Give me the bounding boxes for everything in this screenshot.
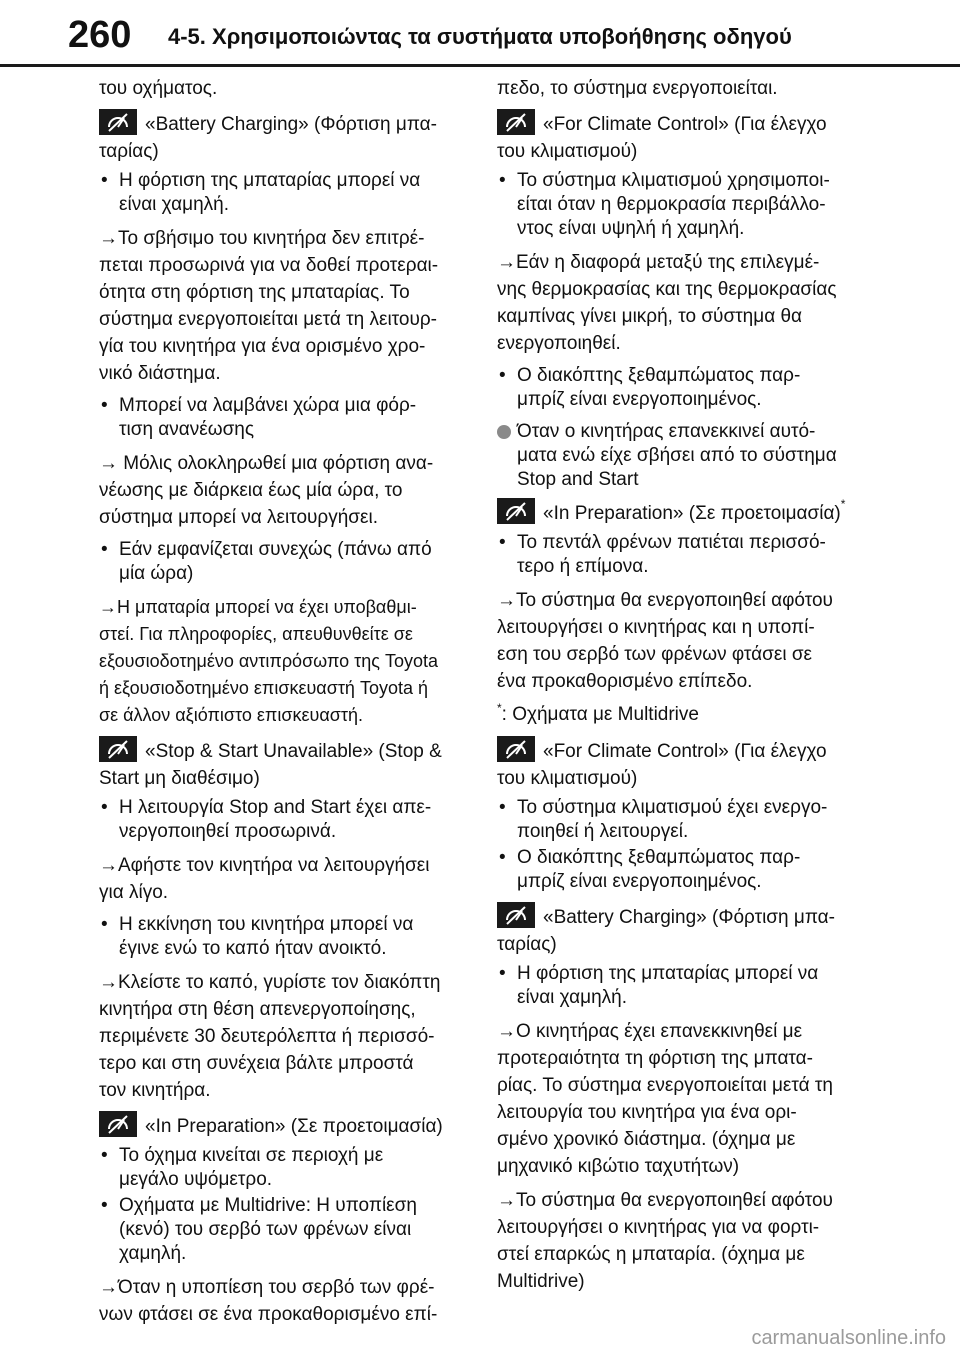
list-item: • Το σύστημα κλιματισμού χρησιμοποι- είται όταν η θερμοκρασία περιβάλλο- ντος είναι υψηλή ή χαμηλή. xyxy=(499,170,830,239)
section-title: 4-5. Χρησιμοποιώντας τα συστήματα υποβοήθησης οδηγού xyxy=(168,24,792,49)
indicator-heading: «Battery Charging» (Φόρτιση μπα- ταρίας) xyxy=(99,109,469,165)
indicator-heading: «Stop & Start Unavailable» (Stop & Start μη διαθέσιμο) xyxy=(99,736,469,792)
speedometer-indicator-icon xyxy=(99,1111,137,1137)
list-item: • Το πεντάλ φρένων πατιέται περισσό- τερο ή επίμονα. xyxy=(499,532,826,577)
indicator-heading: «For Climate Control» (Για έλεγχο του κλιματισμού) xyxy=(497,109,867,165)
list-item: • Το σύστημα κλιματισμού έχει ενεργο- ποιηθεί ή λειτουργεί. xyxy=(499,797,828,842)
speedometer-indicator-icon xyxy=(497,109,535,135)
arrow-paragraph: →Εάν η διαφορά μεταξύ της επιλεγμέ- νης θερμοκρασίας και της θερμοκρασίας καμπίνας γίνει μικρή, το σύστημα θα ενεργοποιηθεί. xyxy=(497,252,837,354)
list-item: • Μπορεί να λαμβάνει χώρα μια φόρ- τιση ανανέωσης xyxy=(101,395,417,440)
arrow-paragraph: →Όταν η υποπίεση του σερβό των φρέ- νων φτάσει σε ένα προκαθορισμένο επί- xyxy=(99,1277,438,1325)
watermark: carmanualsonline.info xyxy=(751,1327,946,1349)
arrow-paragraph: →Το σύστημα θα ενεργοποιηθεί αφότου λειτουργήσει ο κινητήρας για να φορτι- στεί επαρκώς η μπαταρία. (όχημα με Multidrive) xyxy=(497,1190,833,1292)
arrow-paragraph: →Ο κινητήρας έχει επανεκκινηθεί με προτεραιότητα τη φόρτιση της μπατα- ρίας. Το σύστημα ενεργοποιείται μετά τη λειτουργία του κινητήρα για ένα ορι- σμένο χρονικό διάστημα. (όχημα με μηχανικό κιβώτιο ταχυτήτων) xyxy=(497,1021,833,1177)
paragraph: πεδο, το σύστημα ενεργοποιείται. xyxy=(497,78,778,99)
list-item: • Η λειτουργία Stop and Start έχει απε- νεργοποιηθεί προσωρινά. xyxy=(101,797,432,842)
indicator-heading: «Battery Charging» (Φόρτιση μπα- ταρίας) xyxy=(497,902,867,958)
page-header xyxy=(0,0,960,80)
indicator-heading: «In Preparation» (Σε προετοιμασία)* xyxy=(497,498,867,527)
speedometer-indicator-icon xyxy=(497,736,535,762)
condition-item: Όταν ο κινητήρας επανεκκινεί αυτό- ματα ενώ είχε σβήσει από το σύστημα Stop and Start xyxy=(497,420,867,492)
page-number: 260 xyxy=(68,14,132,56)
arrow-paragraph: →Η μπαταρία μπορεί να έχει υποβαθμι- στεί. Για πληροφορίες, απευθυνθείτε σε εξουσιοδοτημένο αντιπρόσωπο της Toyota ή εξουσιοδοτημένο επισκευαστή Toyota ή σε άλλον αξιόπιστο επισκευαστή. xyxy=(99,597,438,725)
list-item: • Εάν εμφανίζεται συνεχώς (πάνω από μία ώρα) xyxy=(101,539,432,584)
list-item: • Η φόρτιση της μπαταρίας μπορεί να είναι χαμηλή. xyxy=(101,170,421,215)
gray-circle-bullet-icon xyxy=(497,425,511,439)
list-item: • Ο διακόπτης ξεθαμπώματος παρ- μπρίζ είναι ενεργοποιημένος. xyxy=(499,847,801,892)
arrow-paragraph: →Το σύστημα θα ενεργοποιηθεί αφότου λειτουργήσει ο κινητήρας και η υποπί- εση του σερβό των φρένων φτάσει σε ένα προκαθορισμένο επίπεδο. xyxy=(497,590,833,692)
arrow-paragraph: → Μόλις ολοκληρωθεί μια φόρτιση ανα- νέωσης με διάρκεια έως μία ώρα, το σύστημα μπορεί να λειτουργήσει. xyxy=(99,453,434,528)
speedometer-indicator-icon xyxy=(497,498,535,524)
indicator-heading: «In Preparation» (Σε προετοιμασία) xyxy=(99,1111,469,1140)
footnote: *: Οχήματα με Multidrive xyxy=(497,701,699,725)
arrow-paragraph: →Αφήστε τον κινητήρα να λειτουργήσει για λίγο. xyxy=(99,855,430,903)
list-item: • Η φόρτιση της μπαταρίας μπορεί να είναι χαμηλή. xyxy=(499,963,819,1008)
list-item: • Το όχημα κινείται σε περιοχή με μεγάλο υψόμετρο. xyxy=(101,1145,384,1190)
list-item: • Οχήματα με Multidrive: Η υποπίεση (κενό) του σερβό των φρένων είναι χαμηλή. xyxy=(101,1195,417,1264)
header-rule xyxy=(0,64,960,67)
arrow-paragraph: →Το σβήσιμο του κινητήρα δεν επιτρέ- πεται προσωρινά για να δοθεί προτεραι- ότητα στη φόρτιση της μπαταρίας. Το σύστημα ενεργοποιείται μετά τη λειτουρ- γία του κινητήρα για ένα ορισμένο χρο- νικό διάστημα. xyxy=(99,228,439,384)
left-column xyxy=(99,76,469,1335)
speedometer-indicator-icon xyxy=(99,109,137,135)
footnote-mark: * xyxy=(840,497,846,511)
arrow-paragraph: →Κλείστε το καπό, γυρίστε τον διακόπτη κινητήρα στη θέση απενεργοποίησης, περιμένετε 30 δευτερόλεπτα ή περισσό- τερο και στη συνέχεια βάλτε μπροστά τον κινητήρα. xyxy=(99,972,441,1101)
list-item: • Η εκκίνηση του κινητήρα μπορεί να έγινε ενώ το καπό ήταν ανοικτό. xyxy=(101,914,414,959)
speedometer-indicator-icon xyxy=(497,902,535,928)
list-item: • Ο διακόπτης ξεθαμπώματος παρ- μπρίζ είναι ενεργοποιημένος. xyxy=(499,365,801,410)
speedometer-indicator-icon xyxy=(99,736,137,762)
paragraph: του οχήματος. xyxy=(99,78,218,99)
indicator-heading: «For Climate Control» (Για έλεγχο του κλιματισμού) xyxy=(497,736,867,792)
right-column xyxy=(497,76,867,1302)
